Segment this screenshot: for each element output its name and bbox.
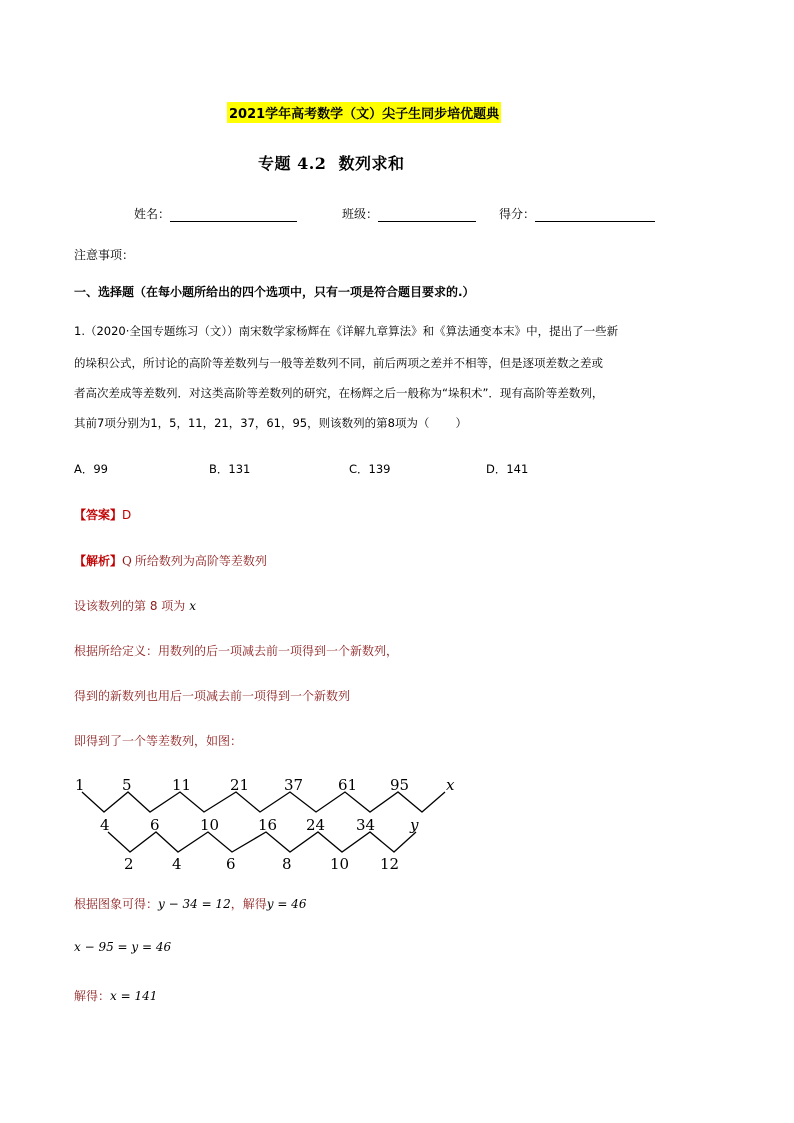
diagram-row1-label: 5 [122, 776, 132, 794]
diagram-row3-label: 4 [172, 855, 182, 873]
topic-prefix: 专题 [258, 154, 292, 173]
question-text-4: 其前7项分别为1，5，11，21，37，61，95，则该数列的第8项为（ [74, 416, 430, 430]
answer-line [74, 506, 131, 523]
option-b[interactable]: B．131 [209, 462, 251, 476]
analysis-text-6b: ，解得 [230, 897, 267, 911]
option-c[interactable]: C．139 [349, 462, 391, 476]
diagram-row2-label: 4 [100, 816, 110, 834]
option-d[interactable]: D．141 [486, 462, 529, 476]
answer-value: D [122, 508, 132, 522]
topic-name: 数列求和 [338, 154, 405, 173]
equation-3: x − 95 = y = 46 [74, 940, 172, 954]
notes-label: 注意事项： [74, 248, 135, 262]
question-text-1: （2020·全国专题练习（文））南宋数学家杨辉在《详解九章算法》和《算法通变本末》中，提出了一些新 [84, 324, 619, 338]
option-a[interactable]: A．99 [74, 462, 109, 476]
diagram-row1-label: 11 [172, 776, 192, 794]
diagram-row3-label: 2 [124, 855, 134, 873]
equation-1: y − 34 = 12 [158, 897, 231, 911]
analysis-line-1 [74, 552, 267, 569]
analysis-line-3: 根据所给定义：用数列的后一项减去前一项得到一个新数列， [74, 644, 399, 658]
class-field[interactable] [342, 205, 476, 222]
diagram-row2-label: 34 [356, 816, 376, 834]
question-line-3: 者高次差成等差数列．对这类高阶等差数列的研究，在杨辉之后一般称为“垛积术”．现有高阶等差数列， [74, 386, 604, 400]
equation-2: y = 46 [266, 897, 307, 911]
diagram-row2-label: y [410, 816, 419, 834]
analysis-line-2 [74, 597, 196, 614]
series-title: 2021学年高考数学（文）尖子生同步培优题典 [227, 102, 501, 123]
zigzag-bottom [108, 832, 416, 852]
question-number: 1. [74, 324, 85, 338]
class-blank[interactable] [378, 209, 476, 222]
analysis-text-1: 所给数列为高阶等差数列 [134, 554, 267, 568]
diagram-row1-label: 1 [75, 776, 85, 794]
score-field[interactable] [499, 205, 655, 222]
analysis-line-8 [74, 987, 157, 1004]
var-x: x [189, 599, 197, 613]
diagram-row1-label: 37 [284, 776, 304, 794]
page-title [258, 151, 405, 174]
topic-number: 4.2 [297, 154, 327, 173]
name-blank[interactable] [170, 209, 297, 222]
zigzag-top [82, 792, 445, 812]
analysis-text-2: 设该数列的第 8 项为 [74, 599, 186, 613]
diagram-row1-label: x [446, 776, 455, 794]
diagram-row3-label: 12 [380, 855, 400, 873]
score-label: 得分： [499, 207, 536, 221]
name-label: 姓名： [134, 207, 171, 221]
diagram-row1-label: 21 [230, 776, 250, 794]
diagram-row3-label: 8 [282, 855, 292, 873]
analysis-text-8: 解得： [74, 989, 111, 1003]
answer-tag: 【答案】 [74, 508, 123, 522]
diagram-row2-label: 6 [150, 816, 160, 834]
analysis-line-6 [74, 895, 306, 912]
analysis-line-7 [74, 940, 171, 954]
diagram-row2-label: 10 [200, 816, 220, 834]
analysis-line-5: 即得到了一个等差数列，如图： [74, 734, 243, 748]
score-blank[interactable] [535, 209, 655, 222]
question-line-2: 的垛积公式，所讨论的高阶等差数列与一般等差数列不同，前后两项之差并不相等，但是逐项差数之差或 [74, 356, 603, 370]
diagram-row3-label: 6 [226, 855, 236, 873]
equation-4: x = 141 [110, 989, 158, 1003]
diagram-row2-label: 24 [306, 816, 326, 834]
analysis-tag: 【解析】 [74, 554, 123, 568]
analysis-text-6: 根据图象可得： [74, 897, 159, 911]
diagram-row1-label: 61 [338, 776, 358, 794]
because-symbol: Q [122, 554, 132, 568]
difference-diagram [60, 770, 480, 880]
class-label: 班级： [342, 207, 379, 221]
diagram-row2-label: 16 [258, 816, 278, 834]
diagram-row1-label: 95 [390, 776, 410, 794]
diagram-row3-label: 10 [330, 855, 350, 873]
section-heading: 一、选择题（在每小题所给出的四个选项中，只有一项是符合题目要求的.） [74, 285, 475, 299]
analysis-line-4: 得到的新数列也用后一项减去前一项得到一个新数列 [74, 689, 351, 703]
question-line-4 [74, 415, 467, 431]
name-field[interactable] [134, 205, 297, 222]
question-paren-close: ） [455, 416, 467, 430]
question-line-1 [74, 323, 618, 339]
